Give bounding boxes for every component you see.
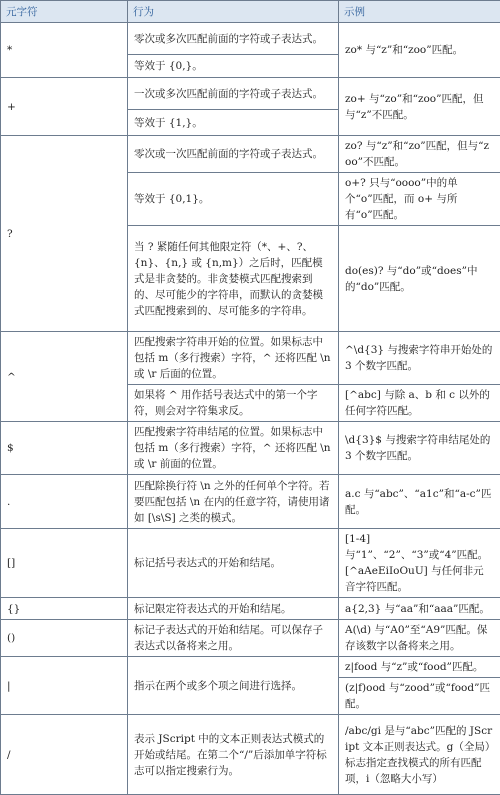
cell-behavior: 如果将 ^ 用作括号表达式中的第一个字符，则会对字符集求反。 (128, 385, 339, 422)
cell-metachar: + (1, 78, 128, 136)
cell-behavior: 指示在两个或多个项之间进行选择。 (128, 657, 339, 715)
cell-example: o+? 只与“oooo”中的单个“o”匹配，而 o+ 与所有“o”匹配。 (339, 173, 500, 226)
cell-behavior: 匹配搜索字符串结尾的位置。如果标志中包括 m（多行搜索）字符，^ 还将匹配 \n 或 \r 前面的位置。 (128, 422, 339, 475)
cell-example: do(es)? 与“do”或“does”中的“do”匹配。 (339, 226, 500, 332)
cell-behavior: 匹配搜索字符串开始的位置。如果标志中包括 m（多行搜索）字符，^ 还将匹配 \n 或 \r 后面的位置。 (128, 332, 339, 385)
header-metachar: 元字符 (1, 1, 128, 23)
cell-metachar: * (1, 23, 128, 78)
cell-metachar: {} (1, 598, 128, 620)
cell-example: [^abc] 与除 a、b 和 c 以外的任何字符匹配。 (339, 385, 500, 422)
cell-metachar: ? (1, 136, 128, 332)
table-row (1, 715, 500, 795)
cell-behavior: 标记括号表达式的开始和结尾。 (128, 529, 339, 598)
cell-metachar: | (1, 657, 128, 715)
cell-behavior: 匹配除换行符 \n 之外的任何单个字符。若要匹配包括 \n 在内的任意字符，请使用诸如 [\s\S] 之类的模式。 (128, 475, 339, 529)
cell-example: zo* 与“z”和“zoo”匹配。 (339, 23, 500, 78)
table-row (1, 136, 500, 173)
cell-example: [1-4] 与“1”、“2”、“3”或“4”匹配。[^aAeEiIoOuU] 与任何非元音字符匹配。 (339, 529, 500, 598)
cell-behavior: 标记限定符表达式的开始和结尾。 (128, 598, 339, 620)
cell-metachar: () (1, 620, 128, 657)
cell-metachar: . (1, 475, 128, 529)
header-behavior: 行为 (128, 1, 339, 23)
table-row (1, 598, 500, 620)
cell-behavior: 等效于 {1,}。 (128, 110, 339, 136)
header-row (1, 1, 500, 23)
table-row (1, 422, 500, 475)
cell-behavior: 当 ? 紧随任何其他限定符（*、+、?、{n}、{n,} 或 {n,m}）之后时，匹配模式是非贪婪的。非贪婪模式匹配搜索到的、尽可能少的字符串，而默认的贪婪模式匹配搜索到的、尽可能多的字符串。 (128, 226, 339, 332)
table-row (1, 657, 500, 678)
table-row (1, 23, 500, 55)
cell-example: \d{3}$ 与搜索字符串结尾处的 3 个数字匹配。 (339, 422, 500, 475)
cell-example: zo+ 与“zo”和“zoo”匹配，但与“z”不匹配。 (339, 78, 500, 136)
cell-behavior: 等效于 {0,1}。 (128, 173, 339, 226)
table-row (1, 475, 500, 529)
cell-behavior: 零次或多次匹配前面的字符或子表达式。 (128, 23, 339, 55)
cell-behavior: 标记子表达式的开始和结尾。可以保存子表达式以备将来之用。 (128, 620, 339, 657)
cell-metachar: [] (1, 529, 128, 598)
cell-example: zo? 与“z”和“zo”匹配，但与“zoo”不匹配。 (339, 136, 500, 173)
header-example: 示例 (339, 1, 500, 23)
table-body (1, 23, 500, 795)
cell-behavior: 一次或多次匹配前面的字符或子表达式。 (128, 78, 339, 110)
cell-metachar: $ (1, 422, 128, 475)
table-row (1, 620, 500, 657)
cell-behavior: 等效于 {0,}。 (128, 55, 339, 78)
cell-metachar: ^ (1, 332, 128, 422)
cell-example: ^\d{3} 与搜索字符串开始处的 3 个数字匹配。 (339, 332, 500, 385)
cell-example: z|food 与“z”或“food”匹配。 (339, 657, 500, 678)
cell-example: A(\d) 与“A0”至“A9”匹配。保存该数字以备将来之用。 (339, 620, 500, 657)
table-row (1, 332, 500, 385)
cell-behavior: 零次或一次匹配前面的字符或子表达式。 (128, 136, 339, 173)
cell-example: a{2,3} 与“aa”和“aaa”匹配。 (339, 598, 500, 620)
cell-example: a.c 与“abc”、“a1c”和“a-c”匹配。 (339, 475, 500, 529)
cell-behavior: 表示 JScript 中的文本正则表达式模式的开始或结尾。在第二个“/”后添加单字符标志可以指定搜索行为。 (128, 715, 339, 795)
cell-metachar: / (1, 715, 128, 795)
table-row (1, 78, 500, 110)
cell-example: /abc/gi 是与“abc”匹配的 JScript 文本正则表达式。g（全局）标志指定查找模式的所有匹配项，i（忽略大小写） (339, 715, 500, 795)
cell-example: (z|f)ood 与“zood”或“food”匹配。 (339, 678, 500, 715)
table-row (1, 529, 500, 598)
